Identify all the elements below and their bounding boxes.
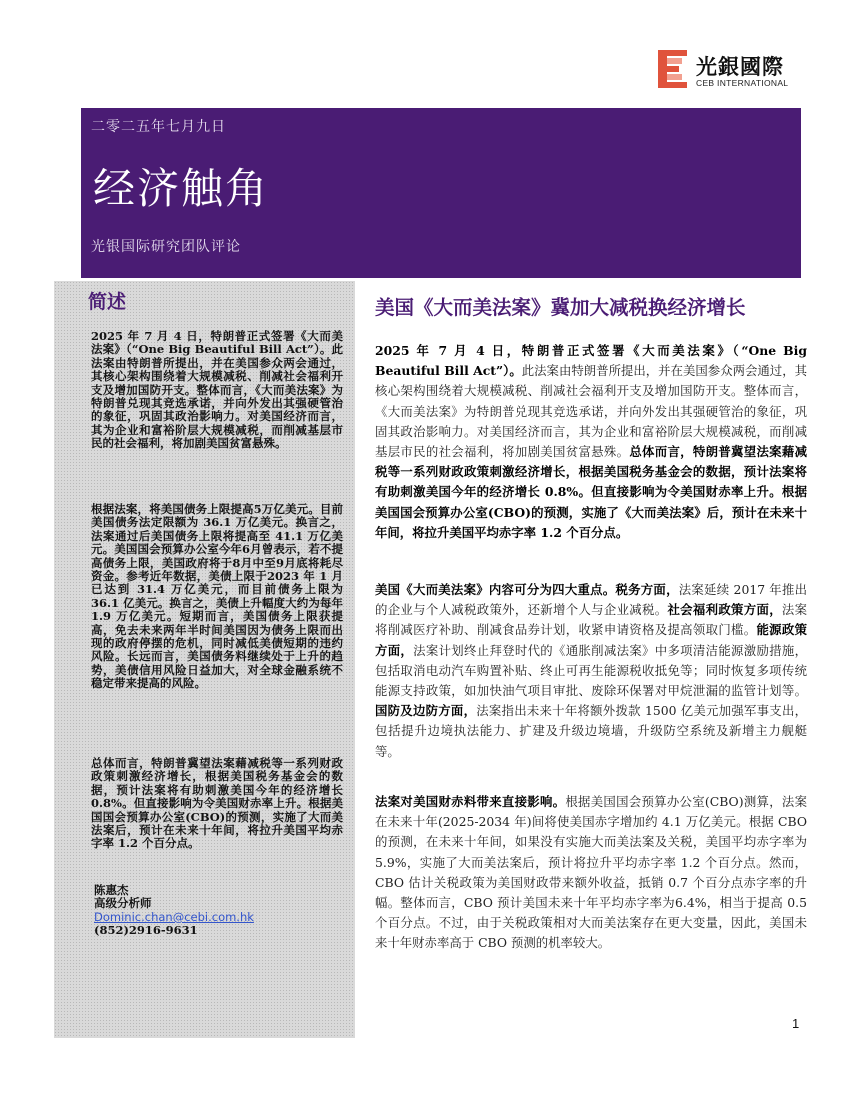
defense-text: 法案指出未来十年将额外拨款 1500 亿美元加强军事支出，包括提升边境执法能力、扩建及升级边境墙，升级防空系统及新增主力舰艇等。 — [375, 703, 807, 759]
paragraph-body: 此法案由特朗普所提出，并在美国参众两会通过，其核心架构围绕着大规模减税、削减社会福利开支及增加国防开支。整体而言，《大而美法案》为特朗普兑现其竞选承诺，并向外发出其强硬管治的象征，巩固其政治影响力。对美国经济而言，其为企业和富裕阶层大规模减税，而削减基层市民的社会福利，将加剧美国贫富悬殊。 — [375, 363, 808, 460]
defense-label: 国防及边防方面， — [375, 703, 477, 719]
energy-text: 法案计划终止拜登时代的《通胀削减法案》中多项清洁能源激励措施，包括取消电动汽车购置补贴、终止可再生能源税收抵免等；同时恢复多项传统能源支持政策，如加快油气项目审批、废除环保署对甲烷泄漏的监管计划等。 — [375, 642, 808, 699]
welfare-label: 社会福利政策方面， — [667, 602, 782, 618]
tax-text: 法案延续 2017 年推出的企业与个人减税政策外，还新增个人与企业减税。 — [375, 582, 807, 618]
author-title: 高级分析师 — [94, 896, 152, 911]
paragraph-lead: 法案对美国财赤料带来直接影响。 — [375, 794, 566, 809]
article-paragraph — [375, 792, 807, 954]
summary-sidebar — [54, 281, 355, 1038]
paragraph-body: 根据美国国会预算办公室(CBO)测算，法案在未来十年(2025-2034 年)间将使美国赤字增加约 4.1 万亿美元。根据 CBO 的预测，在未来十年间，如果没有实施大而美法案及关税，美国平均赤字率为 5.9%，实施了大而美法案后，预计将拉升平均赤字率 1.2 个百分点。然而，CBO 估计关税政策为美国财政带来额外收益，抵销 0.7 个百分点赤字率的升幅。整体而言，CBO 预计美国未来十年平均赤字率为6.4%，相当于提高 0.5 个百分点。不过，由于关税政策相对大而美法案存在更大变量，因此，美国未来十年财赤率高于 CBO 预测的机率较大。 — [375, 794, 807, 951]
author-email-link[interactable]: Dominic.chan@cebi.com.hk — [94, 909, 254, 924]
ceb-logo — [658, 50, 808, 92]
paragraph-lead: 美国《大而美法案》内容可分为四大重点。税务方面， — [375, 582, 679, 597]
energy-label: 能源政策方面， — [375, 622, 808, 658]
author-phone: (852)2916-9631 — [94, 923, 198, 938]
summary-paragraph: 2025 年 7 月 4 日，特朗普正式签署《大而美法案》（“One Big Beautiful Bill Act”）。此法案由特朗普所提出，并在美国参众两会通过，其核心架构围绕着大规模减税、削减社会福利开支及增加国防开支。整体而言，《大而美法案》为特朗普兑现其竞选承诺，并向外发出其强硬管治的象征，巩固其政治影响力。对美国经济而言，其为企业和富裕阶层大规模减税，而削减基层市民的社会福利，将加剧美国贫富悬殊。 — [91, 329, 343, 451]
article-paragraph — [375, 580, 807, 762]
article-title: 美国《大而美法案》冀加大减税换经济增长 — [375, 296, 746, 319]
page-number: 1 — [792, 1016, 800, 1031]
brand-name-en: CEB INTERNATIONAL — [696, 78, 789, 88]
brand-name-cn: 光銀國際 — [696, 55, 784, 79]
report-title: 经济触角 — [93, 164, 270, 213]
header-banner — [81, 108, 801, 278]
paragraph-lead: 2025 年 7 月 4 日，特朗普正式签署《大而美法案》（“One Big Beautiful Bill Act”）。 — [375, 343, 807, 379]
summary-paragraph: 总体而言，特朗普冀望法案藉减税等一系列财政政策刺激经济增长，根据美国税务基金会的数据，预计法案将有助刺激美国今年的经济增长 0.8%。但直接影响为令美国财赤率上升。根据美国国会预算办公室(CBO)的预测，实施了大而美法案后，预计在未来十年间，将拉升美国平均赤字率 1.2 个百分点。 — [91, 756, 343, 851]
welfare-text: 法案将削减医疗补助、削减食品券计划，收紧申请资格及提高领取门槛。 — [375, 602, 808, 638]
author-block — [94, 884, 254, 938]
summary-heading: 简述 — [88, 291, 127, 313]
paragraph-conclusion: 总体而言，特朗普冀望法案藉减税等一系列财政政策刺激经济增长，根据美国税务基金会的数据，预计法案将有助刺激美国今年的经济增长 0.8%。但直接影响为令美国财赤率上升。根据美国国会预算办公室(CBO)的预测，实施了《大而美法案》后，预计在未来十年间，将拉升美国平均赤字率 1.2 个百分点。 — [375, 444, 808, 540]
report-subtitle: 光银国际研究团队评论 — [91, 239, 241, 255]
ceb-logo-mark-icon — [658, 50, 690, 88]
article-paragraph — [375, 341, 807, 543]
author-name: 陈惠杰 — [94, 883, 129, 897]
summary-paragraph: 根据法案，将美国债务上限提高5万亿美元。目前美国债务法定限额为 36.1 万亿美元。换言之，法案通过后美国债务上限将提高至 41.1 万亿美元。美国国会预算办公室今年6月曾表示，若不提高债务上限，美国政府将于8月中至9月底将耗尽资金。参考近年数据，美债上限于2023 年 1 月已达到 31.4 万亿美元，而目前债务上限为 36.1 亿美元。换言之，美债上升幅度大约为每年 1.9 万亿美元。短期而言，美国债务上限获提高，免去未来两年半时间美国因为债务上限而出现的政府停摆的危机，同时减低美债短期的违约风险。长远而言，美国债务料继续处于上升的趋势，美债信用风险日益加大，对全球金融系统不稳定带来提高的风险。 — [91, 502, 343, 691]
report-date: 二零二五年七月九日 — [91, 119, 226, 135]
